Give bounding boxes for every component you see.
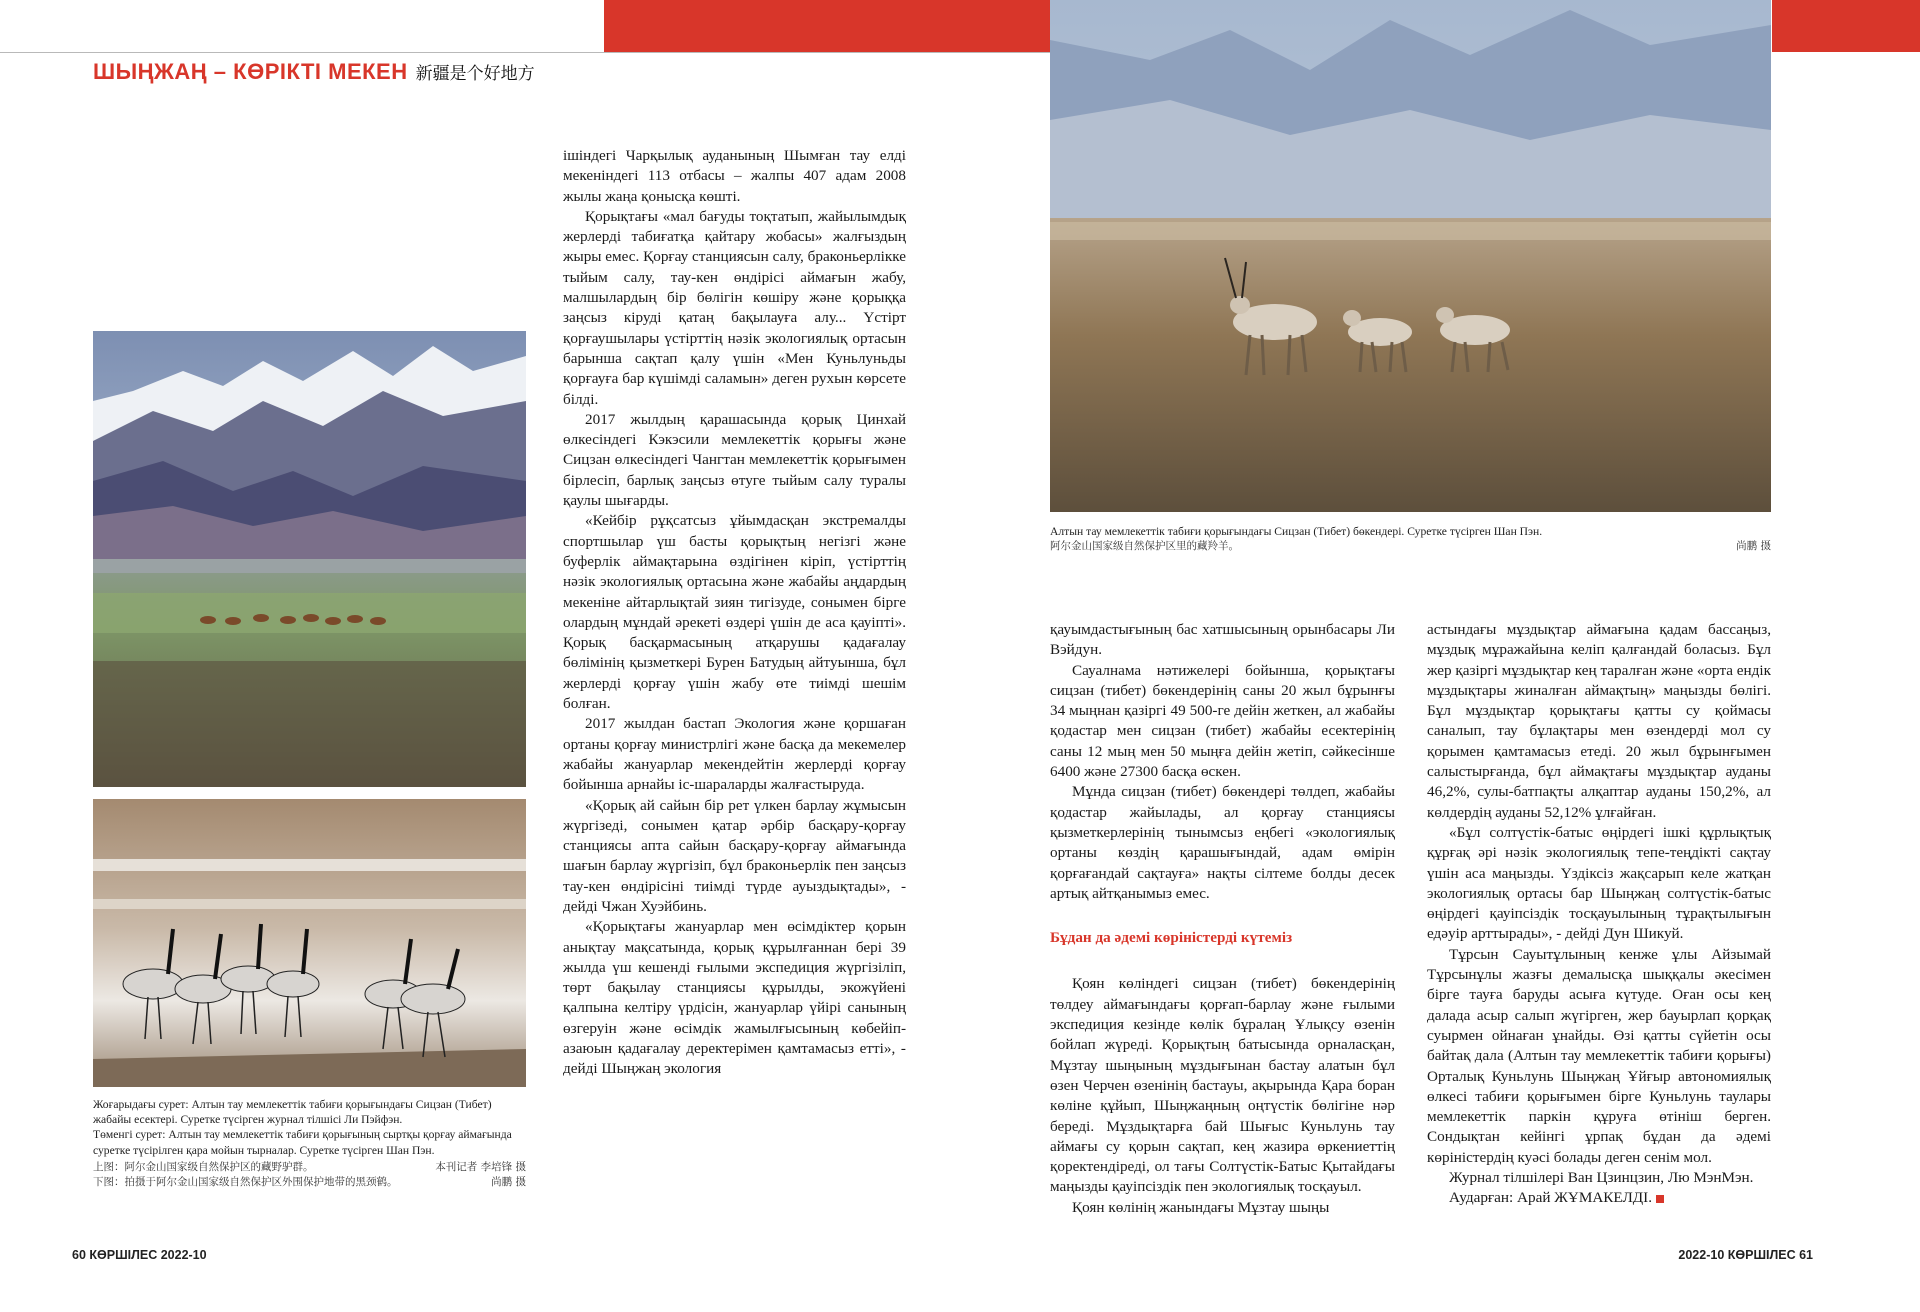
right-text-column-b [1427, 620, 1771, 1222]
wild-asses-photo [93, 331, 526, 787]
header-rule [0, 52, 1050, 53]
left-paragraph: Қорықтағы «мал бағуды тоқтатып, жайылымдық жерлерді табиғатқа қайтару жобасы» жалғыздың жыры емес. Қорғау станциясын салу, браконьерлікке тыйым салу, тау-кен өндірісі аймағын жабу, малшылардың бір бөлігін көшіру және қорыққа заңсыз кіруді қатаң бақылауға алу... Үстірт қорғаушылары үстірттің нәзік экологиялық ортасын барынша сақтап қалу үшін «Мен Куньлуньды қорғауға бар күшімді саламын» деген рухын көрсете білді. [563, 207, 906, 408]
section-title [93, 58, 535, 86]
tibetan-antelopes-photo [1050, 0, 1771, 512]
left-paragraph: 2017 жылдан бастап Экология және қоршаған ортаны қорғау министрлігі және басқа да мекемелер жабайы жануарлар мекендейтін жерлерді қорғау бойынша арнайы іс-шараларды жалғастыруда. [563, 715, 906, 794]
black-necked-cranes-photo [93, 799, 526, 1087]
right-paragraph: қауымдастығының бас хатшысының орынбасары Ли Вэйдун. [1050, 621, 1395, 659]
right-photo-caption [1050, 524, 1771, 554]
section-title-zh: 新疆是个好地方 [415, 64, 535, 83]
left-paragraph: «Кейбір рұқсатсыз ұйымдасқан экстремалды спортшылар үш басты қорықтың негізгі және буферлік аймақтарына өздігінен кіріп, үстірттің нәзік экологиялық ортасына және жабайы аңдардың мекеніне айтарлықтай зиян тигізуде, сонымен бірге олардың мұндай әрекеті өздері үшін де аса қауіпті». Қорық басқармасының атқарушы қадағалау бөлімінің қызметкері Бурен Батудың айтуынша, бұл жерлерді қорғау үшін жабу өте тиімді шешім болған. [563, 512, 906, 713]
caption-antelopes-credit: 尚鹏 摄 [1736, 540, 1771, 553]
footer-right-page-number: 2022-10 КӨРШІЛЕС 61 [1678, 1248, 1813, 1262]
caption-top-kz: Жоғарыдағы сурет: Алтын тау мемлекеттік табиғи қорығындағы Сицзан (Тибет) жабайы есектері. Суретке түсірген журнал тілшісі Ли Пэйфэн. [93, 1098, 492, 1127]
header-accent-band-right [1772, 0, 1920, 52]
right-text-column-a [1050, 620, 1395, 1222]
left-photo-caption [93, 1097, 526, 1190]
right-paragraph: Қоян көліндегі сицзан (тибет) бөкендерінің төлдеу аймағындағы қорғап-барлау және ғылыми экспедиция кезінде көлік бұралаң Ұлықсу өзенін бойлап жүреді. Қорықтың батысында орналасқан, Мұзтау шыңының мұздығынан бастау алатын бұл өзен Черчен өзенінің бастауы, ақырында Қара боран көліне құйып, Шыңжаңның оңтүстік бөлігіне нәр береді. Мұздықтарға бай Шығыс Куньлунь тау аймағы су қорын сақтап, кең жазира өркениеттің қоректендіреді, ол тағы Солтүстік-Батыс Қытайдағы маңызды қауіпсіздік пен экологиялық тосқауыл. [1050, 975, 1395, 1196]
caption-bottom-zh: 下图：拍摄于阿尔金山国家级自然保护区外围保护地带的黑颈鹤。 [93, 1176, 398, 1189]
right-paragraph: «Бұл солтүстік-батыс өңірдегі ішкі құрлықтық құрғақ әрі нәзік экологиялық тепе-теңдікті сақтау үшін аса маңызды. Үздіксіз жақсарып келе жатқан экологиялық ортасы бар Шыңжаң солтүстік-батыс өңірдегі қауіпсіздік тосқауылының тұрақтылығын едәуір арттырады», - дейді Дун Шикуй. [1427, 823, 1771, 943]
caption-top-credit: 本刊记者 李培锋 摄 [435, 1160, 526, 1173]
left-paragraph: 2017 жылдың қарашасында қорық Цинхай өлкесіндегі Кэкэсили мемлекеттік қорығы және Сицзан өлкесіндегі Чангтан мемлекеттік қорығымен бірлесіп, барлық заңсыз өтуге тыйым салу туралы қаулы шығарды. [563, 410, 906, 510]
right-paragraph: астындағы мұздықтар аймағына қадам бассаңыз, мұздық мұражайына келіп қалғандай боласыз. Бұл жер қазіргі мұздықтар кең таралған және «орта ендік мұздықтары жиналған аймақтың» маңызды бөлігі. Бұл мұздықтар қорықтағы қатты су қоймасы саналып, тау бұлақтары мен өзендерді мол су қорымен қамтамасыз етеді. 20 жыл бұрынғымен салыстырғанда, бұл аймақтағы мұздықтар ауданы 46,2%, сулы-батпақты алқаптар ауданы 150,2%, ал көлдердің ауданы 52,12% ұлғайған. [1427, 621, 1771, 821]
right-paragraph: Тұрсын Сауытұлының кенже ұлы Айзымай Тұрсынұлы жазғы демалысқа шыққалы әкесімен бірге тауға баруды асыға күтуде. Оған осы кең далада асыр салып жүгірген, жер бауырлап қорқақ суырмен ойнаған ұнайды. Өзі қатты сүйетін осы байтақ дала (Алтын тау мемлекеттік табиғи қорығы) Орталық Куньлунь Шыңжаң Ұйғыр автономиялық өлкесі табиғи қорығымен бірге Куньлунь таулары мемлекеттік паркін құруға өтініш берген. Сондықтан кейінгі ұрпақ бұдан да әдемі көріністердің куәсі болады деген сенім мол. [1427, 945, 1771, 1166]
caption-bottom-credit: 尚鹏 摄 [491, 1176, 526, 1189]
right-paragraph: Мұнда сицзан (тибет) бөкендері төлдеп, жабайы қодастар жайылады, ал қорғау станциясы қызметкерлерінің тынымсыз еңбегі «экологиялық ортаны көздің қарашығындай, адам өмірін қорғағандай сақтауға» нақты сілтеме болды десек артық айтқанымыз емес. [1050, 783, 1395, 902]
right-paragraph: Қоян көлінің жанындағы Мұзтау шыңы [1072, 1198, 1330, 1216]
section-subheading: Бұдан да әдемі көріністерді күтеміз [1050, 929, 1293, 947]
section-title-kz: ШЫҢЖАҢ – КӨРІКТІ МЕКЕН [93, 59, 408, 84]
left-paragraph: «Қорықтағы жануарлар мен өсімдіктер қорын анықтау мақсатында, қорық құрылғаннан бері 39 жылда үш кешенді ғылыми экспедиция жүргізіліп, төрт бақылау станциясы құрылды, экожүйені қалпына келтіру үрдісін, жануарлар үйірі санының өзгеруін және өсімдік жамылғысының көбейіп-азаюын қадағалау деректерімен қамтамасыз етті», - дейді Шыңжаң экология [563, 918, 906, 1078]
left-paragraph: «Қорық ай сайын бір рет үлкен барлау жұмысын жүргізеді, сонымен қатар әрбір басқару-қорғау станциясы апта сайын басқару-қорғау аймағында шағын барлау жүргізіп, бұл браконьерлік пен заңсыз тау-кен өндірісіні тиімді түрде ауыздықтады», - дейді Чжан Хуэйбинь. [563, 796, 906, 915]
caption-bottom-kz: Төменгі сурет: Алтын тау мемлекеттік табиғи қорығының сыртқы қорғау аймағында суретке түсірілген қара мойын тырналар. Суретке түсірген Шан Пэн. [93, 1128, 512, 1157]
end-mark-icon [1656, 1195, 1664, 1203]
caption-top-zh: 上图：阿尔金山国家级自然保护区的藏野驴群。 [93, 1160, 314, 1173]
header-accent-band-left [604, 0, 1050, 52]
translator-credit [1427, 1188, 1771, 1208]
author-credit: Журнал тілшілері Ван Цзинцзин, Лю МэнМэн. [1449, 1169, 1754, 1187]
caption-antelopes-zh: 阿尔金山国家级自然保护区里的藏羚羊。 [1050, 540, 1239, 553]
footer-left-page-number: 60 КӨРШІЛЕС 2022-10 [72, 1248, 207, 1262]
caption-antelopes-kz: Алтын тау мемлекеттік табиғи қорығындағы Сицзан (Тибет) бөкендері. Суретке түсірген Шан Пэн. [1050, 525, 1543, 538]
left-text-column [563, 146, 906, 1222]
right-paragraph: Сауалнама нәтижелері бойынша, қорықтағы сицзан (тибет) бөкендерінің саны 20 жыл бұрынғы 34 мыңнан қазіргі 49 500-ге дейін жеткен, ал жабайы қодастар мен сицзан (тибет) жабайы есектерінің саны 12 мың мен 50 мыңға дейін жетіп, сәйкесінше 6400 және 27300 басқа өскен. [1050, 661, 1395, 781]
translator-name: Аударған: Арай ЖҰМАКЕЛДІ. [1449, 1189, 1653, 1207]
left-paragraph: ішіндегі Чарқылық ауданының Шымған тау елді мекеніндегі 113 отбасы – жалпы 407 адам 2008 жылы жаңа қонысқа көшті. [563, 147, 906, 205]
